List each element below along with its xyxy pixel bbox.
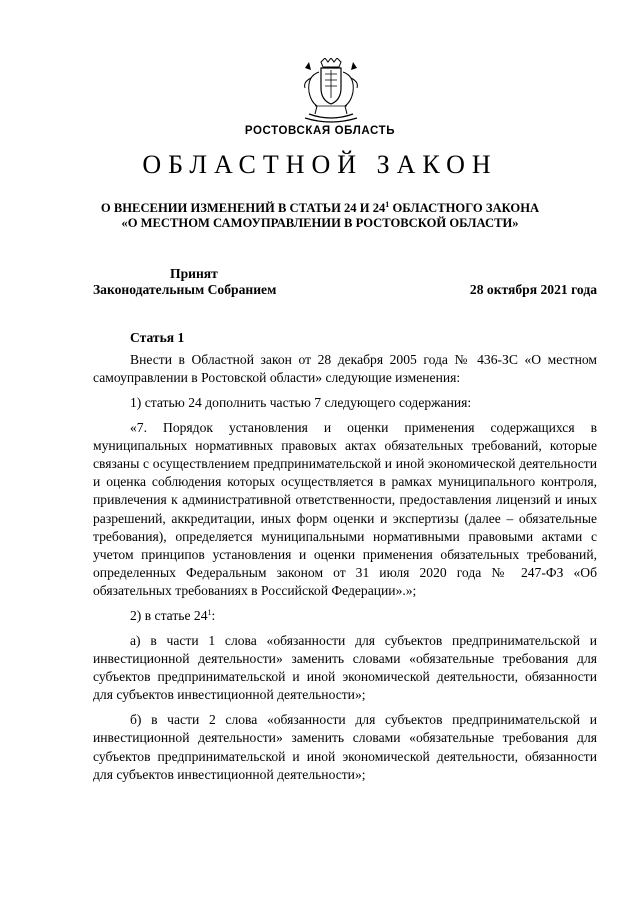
paragraph-subitem-b: б) в части 2 слова «обязанности для субъектов предпринимательской и инвестиционной деятельности» заменить словами «обязательные требования для субъектов предпринимательской и иной экономической деятельности, обязанности для субъектов инвестиционной деятельности»;: [93, 712, 597, 782]
paragraph-intro: Внести в Областной закон от 28 декабря 2005 года № 436-ЗС «О местном самоуправлении в Ростовской области» следующие изменения:: [93, 352, 597, 386]
region-name: РОСТОВСКАЯ ОБЛАСТЬ: [244, 125, 396, 137]
paragraph-item-2-colon: :: [211, 608, 216, 624]
adopted-label: Принят: [170, 266, 218, 281]
paragraph-subitem-a: а) в части 1 слова «обязанности для субъектов предпринимательской и инвестиционной деятельности» заменить словами «обязательные требования для субъектов предпринимательской и иной экономической деятельности, обязанности для субъектов инвестиционной деятельности»;: [93, 632, 597, 703]
article-heading: Статья 1: [130, 330, 185, 345]
article-body: [93, 351, 597, 790]
law-subject-line-1-end: ОБЛАСТНОГО ЗАКОНА: [389, 201, 540, 215]
paragraph-item-1: 1) статью 24 дополнить частью 7 следующего содержания:: [130, 394, 472, 410]
law-subject-line-1: [60, 201, 580, 216]
adoption-date: 28 октября 2021 года: [469, 282, 597, 297]
adopting-body: Законодательным Собранием: [93, 282, 277, 297]
document-title: ОБЛАСТНОЙ ЗАКОН: [142, 150, 498, 179]
law-subject-line-1-text: О ВНЕСЕНИИ ИЗМЕНЕНИЙ В СТАТЬИ 24 И 24: [100, 201, 386, 215]
paragraph-part-7: «7. Порядок установления и оценки применения содержащихся в муниципальных нормативных правовых актах обязательных требований, которые связаны с осуществлением предпринимательской и иной экономической деятельности и оценка соблюдения которых осуществляется в рамках муниципального контроля, привлечения к административной ответственности, предоставления лицензий и иных разрешений, аккредитации, иных форм оценки и экспертизы (далее – обязательные требования), определяется муниципальными нормативными правовыми актами с учетом принципов установления и оценки применения обязательных требований, определенных Федеральным законом от 31 июля 2020 года № 247-ФЗ «Об обязательных требованиях в Российской Федерации».»;: [93, 419, 597, 599]
paragraph-item-2-text: 2) в статье 24: [130, 608, 208, 624]
paragraph-item-2: [93, 607, 597, 625]
law-subject: [60, 201, 580, 231]
superscript: 1: [207, 608, 212, 618]
law-subject-line-2: «О МЕСТНОМ САМОУПРАВЛЕНИИ В РОСТОВСКОЙ ОБЛАСТИ»: [121, 216, 519, 230]
superscript: 1: [385, 200, 390, 209]
coat-of-arms-emblem: [295, 58, 367, 124]
